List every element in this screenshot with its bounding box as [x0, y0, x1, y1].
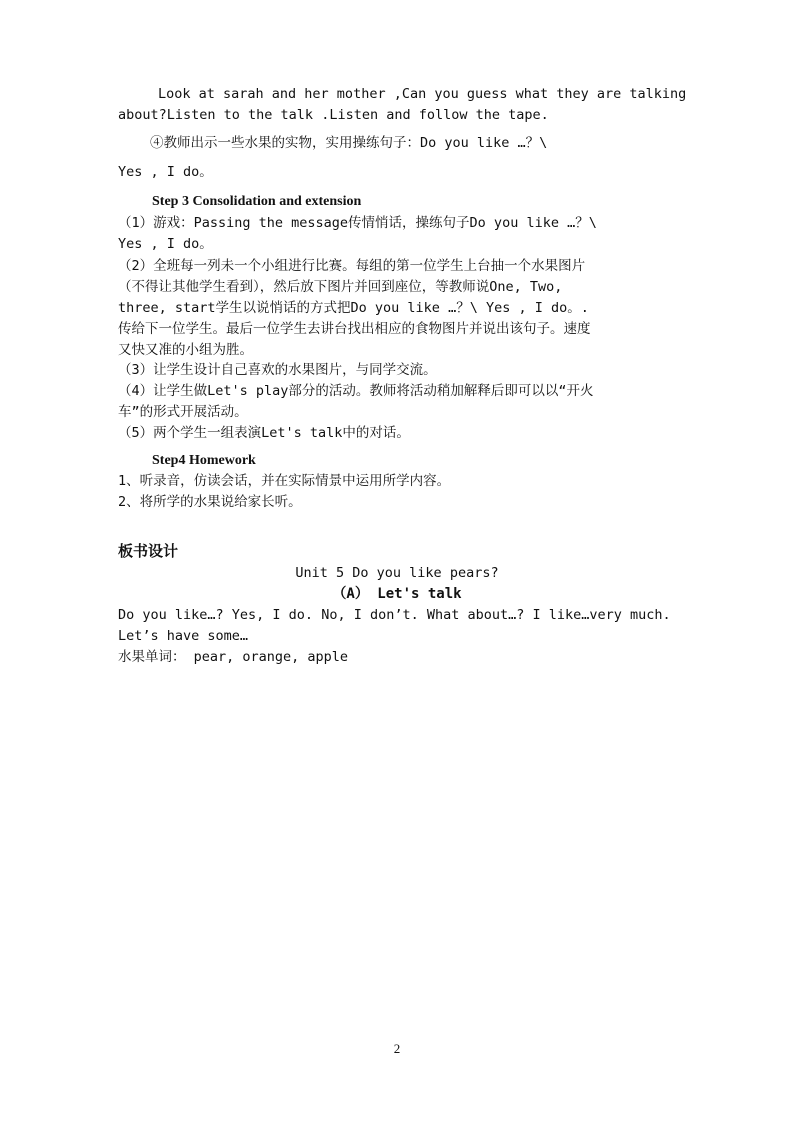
step4-title: Step4 Homework [152, 453, 256, 468]
board-line-1: Do you like…? Yes, I do. No, I don’t. What about…? I like…very much. [118, 607, 671, 623]
page-number: 2 [393, 1041, 401, 1056]
intro-line-4: Yes , I do。 [118, 164, 213, 180]
step3-line-10: 车”的形式开展活动。 [118, 404, 248, 420]
intro-line-1: Look at sarah and her mother ,Can you guess what they are talking [158, 86, 687, 102]
step4-line-2: 2、将所学的水果说给家长听。 [118, 494, 302, 510]
step3-line-6: 传给下一位学生。最后一位学生去讲台找出相应的食物图片并说出该句子。速度 [118, 321, 591, 337]
board-subtitle: （A） Let's talk [332, 586, 462, 602]
board-line-2: Let’s have some… [118, 628, 249, 644]
step3-line-11: （5）两个学生一组表演Let's talk中的对话。 [118, 425, 410, 441]
step3-line-3: （2）全班每一列未一个小组进行比赛。每组的第一位学生上台抽一个水果图片 [118, 258, 586, 274]
step3-line-2: Yes , I do。 [118, 236, 213, 252]
step4-line-1: 1、听录音，仿读会话，并在实际情景中运用所学内容。 [118, 473, 451, 489]
board-unit-title: Unit 5 Do you like pears? [295, 565, 499, 581]
step3-line-1: （1）游戏：Passing the message传情悄话，操练句子Do you like …？\ [118, 215, 597, 231]
board-heading: 板书设计 [118, 542, 179, 560]
intro-line-3: ④教师出示一些水果的实物，实用操练句子：Do you like …？\ [150, 135, 548, 151]
board-line-3: 水果单词： pear, orange, apple [118, 649, 349, 665]
step3-line-8: （3）让学生设计自己喜欢的水果图片，与同学交流。 [118, 362, 437, 378]
intro-line-2: about?Listen to the talk .Listen and follow the tape. [118, 107, 549, 123]
step3-line-4: （不得让其他学生看到），然后放下图片并回到座位，等教师说One, Two, [118, 279, 563, 295]
step3-line-5: three, start学生以说悄话的方式把Do you like …？\ Yes , I do。. [118, 300, 589, 316]
step3-line-9: （4）让学生做Let's play部分的活动。教师将活动稍加解释后即可以以“开火 [118, 383, 594, 399]
step3-line-7: 又快又准的小组为胜。 [118, 342, 253, 358]
step3-title: Step 3 Consolidation and extension [152, 194, 362, 209]
